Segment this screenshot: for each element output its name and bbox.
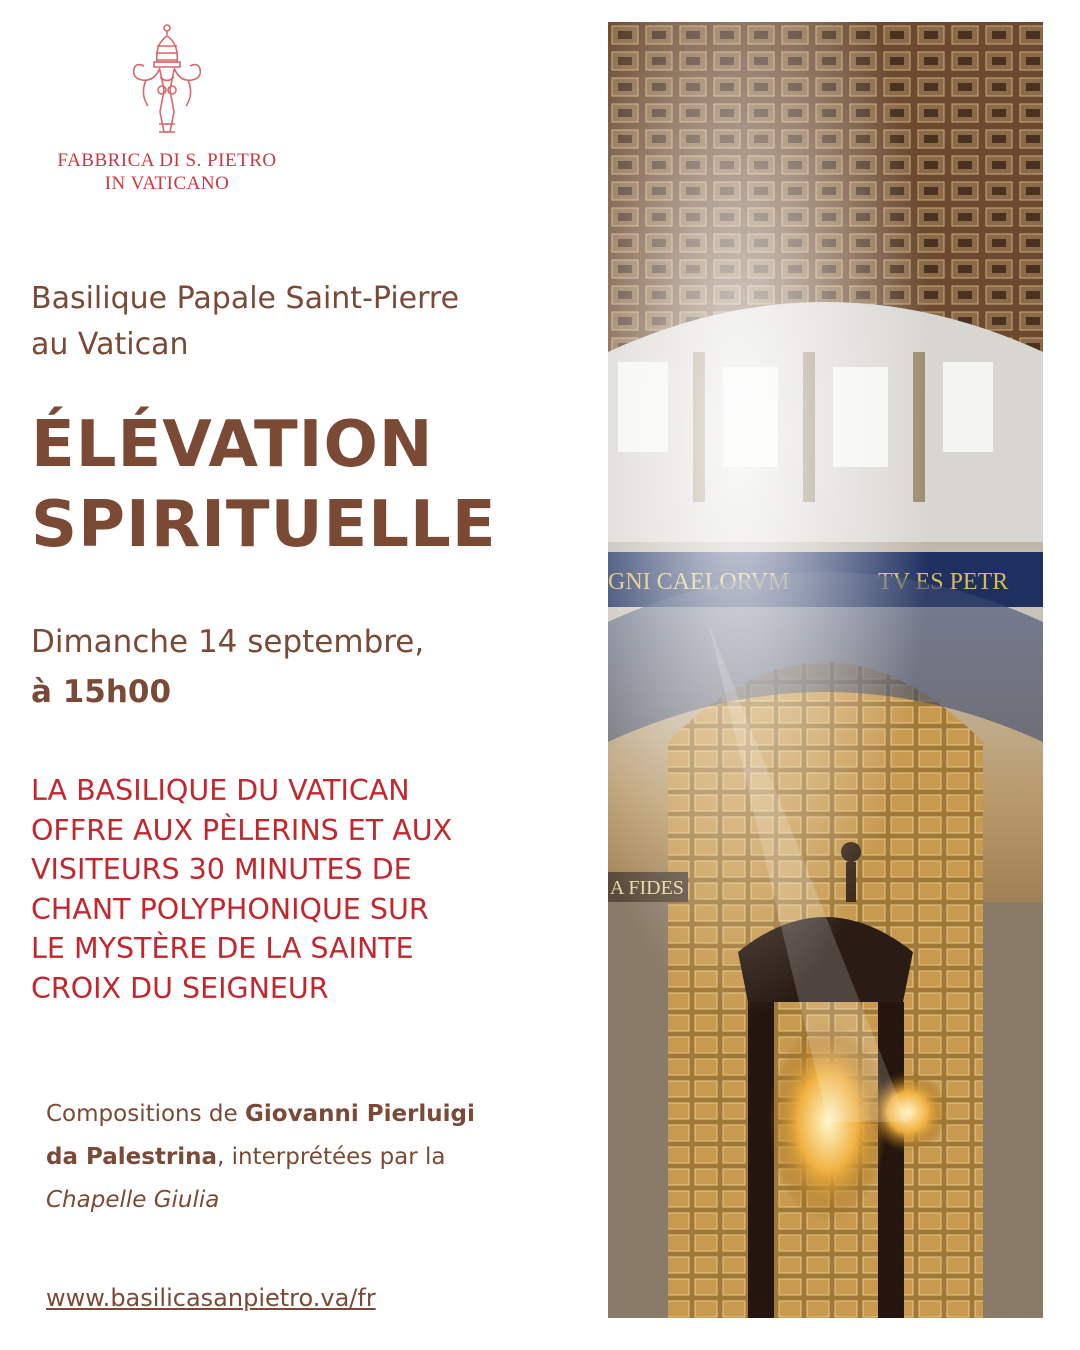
description-line: OFFRE AUX PÈLERINS ET AUX — [31, 813, 453, 847]
venue-line2: au Vatican — [31, 327, 189, 362]
composer-name-part1: Giovanni Pierluigi — [245, 1101, 475, 1127]
title-line1: ÉLÉVATION — [31, 408, 434, 482]
credits — [46, 1093, 576, 1222]
logo — [52, 22, 282, 197]
event-title — [31, 405, 591, 565]
logo-text-line1: FABBRICA DI S. PIETRO — [57, 150, 277, 171]
event-date — [31, 617, 591, 717]
title-line2: SPIRITUELLE — [31, 488, 497, 562]
credits-prefix: Compositions de — [46, 1101, 245, 1127]
basilica-interior-photo — [608, 22, 1043, 1318]
description-line: CHANT POLYPHONIQUE SUR — [31, 892, 429, 926]
logo-text-line2: IN VATICANO — [104, 173, 230, 194]
event-description — [31, 771, 571, 1008]
basilica-interior-illustration — [608, 22, 1043, 1318]
venue-subtitle — [31, 276, 591, 368]
event-time: à 15h00 — [31, 674, 172, 710]
papal-tiara-keys-icon — [124, 22, 210, 142]
description-line: LA BASILIQUE DU VATICAN — [31, 774, 410, 807]
composer-name-part2: da Palestrina — [46, 1144, 218, 1170]
website-link[interactable]: www.basilicasanpietro.va/fr — [46, 1284, 376, 1312]
venue-line1: Basilique Papale Saint-Pierre — [31, 281, 460, 316]
description-line: VISITEURS 30 MINUTES DE — [31, 853, 412, 886]
credits-middle: , interprétées par la — [217, 1144, 446, 1170]
description-line: CROIX DU SEIGNEUR — [31, 971, 329, 1005]
description-line: LE MYSTÈRE DE LA SAINTE — [31, 932, 414, 965]
event-day: Dimanche 14 septembre, — [31, 624, 425, 660]
choir-name: Chapelle Giulia — [46, 1187, 220, 1213]
